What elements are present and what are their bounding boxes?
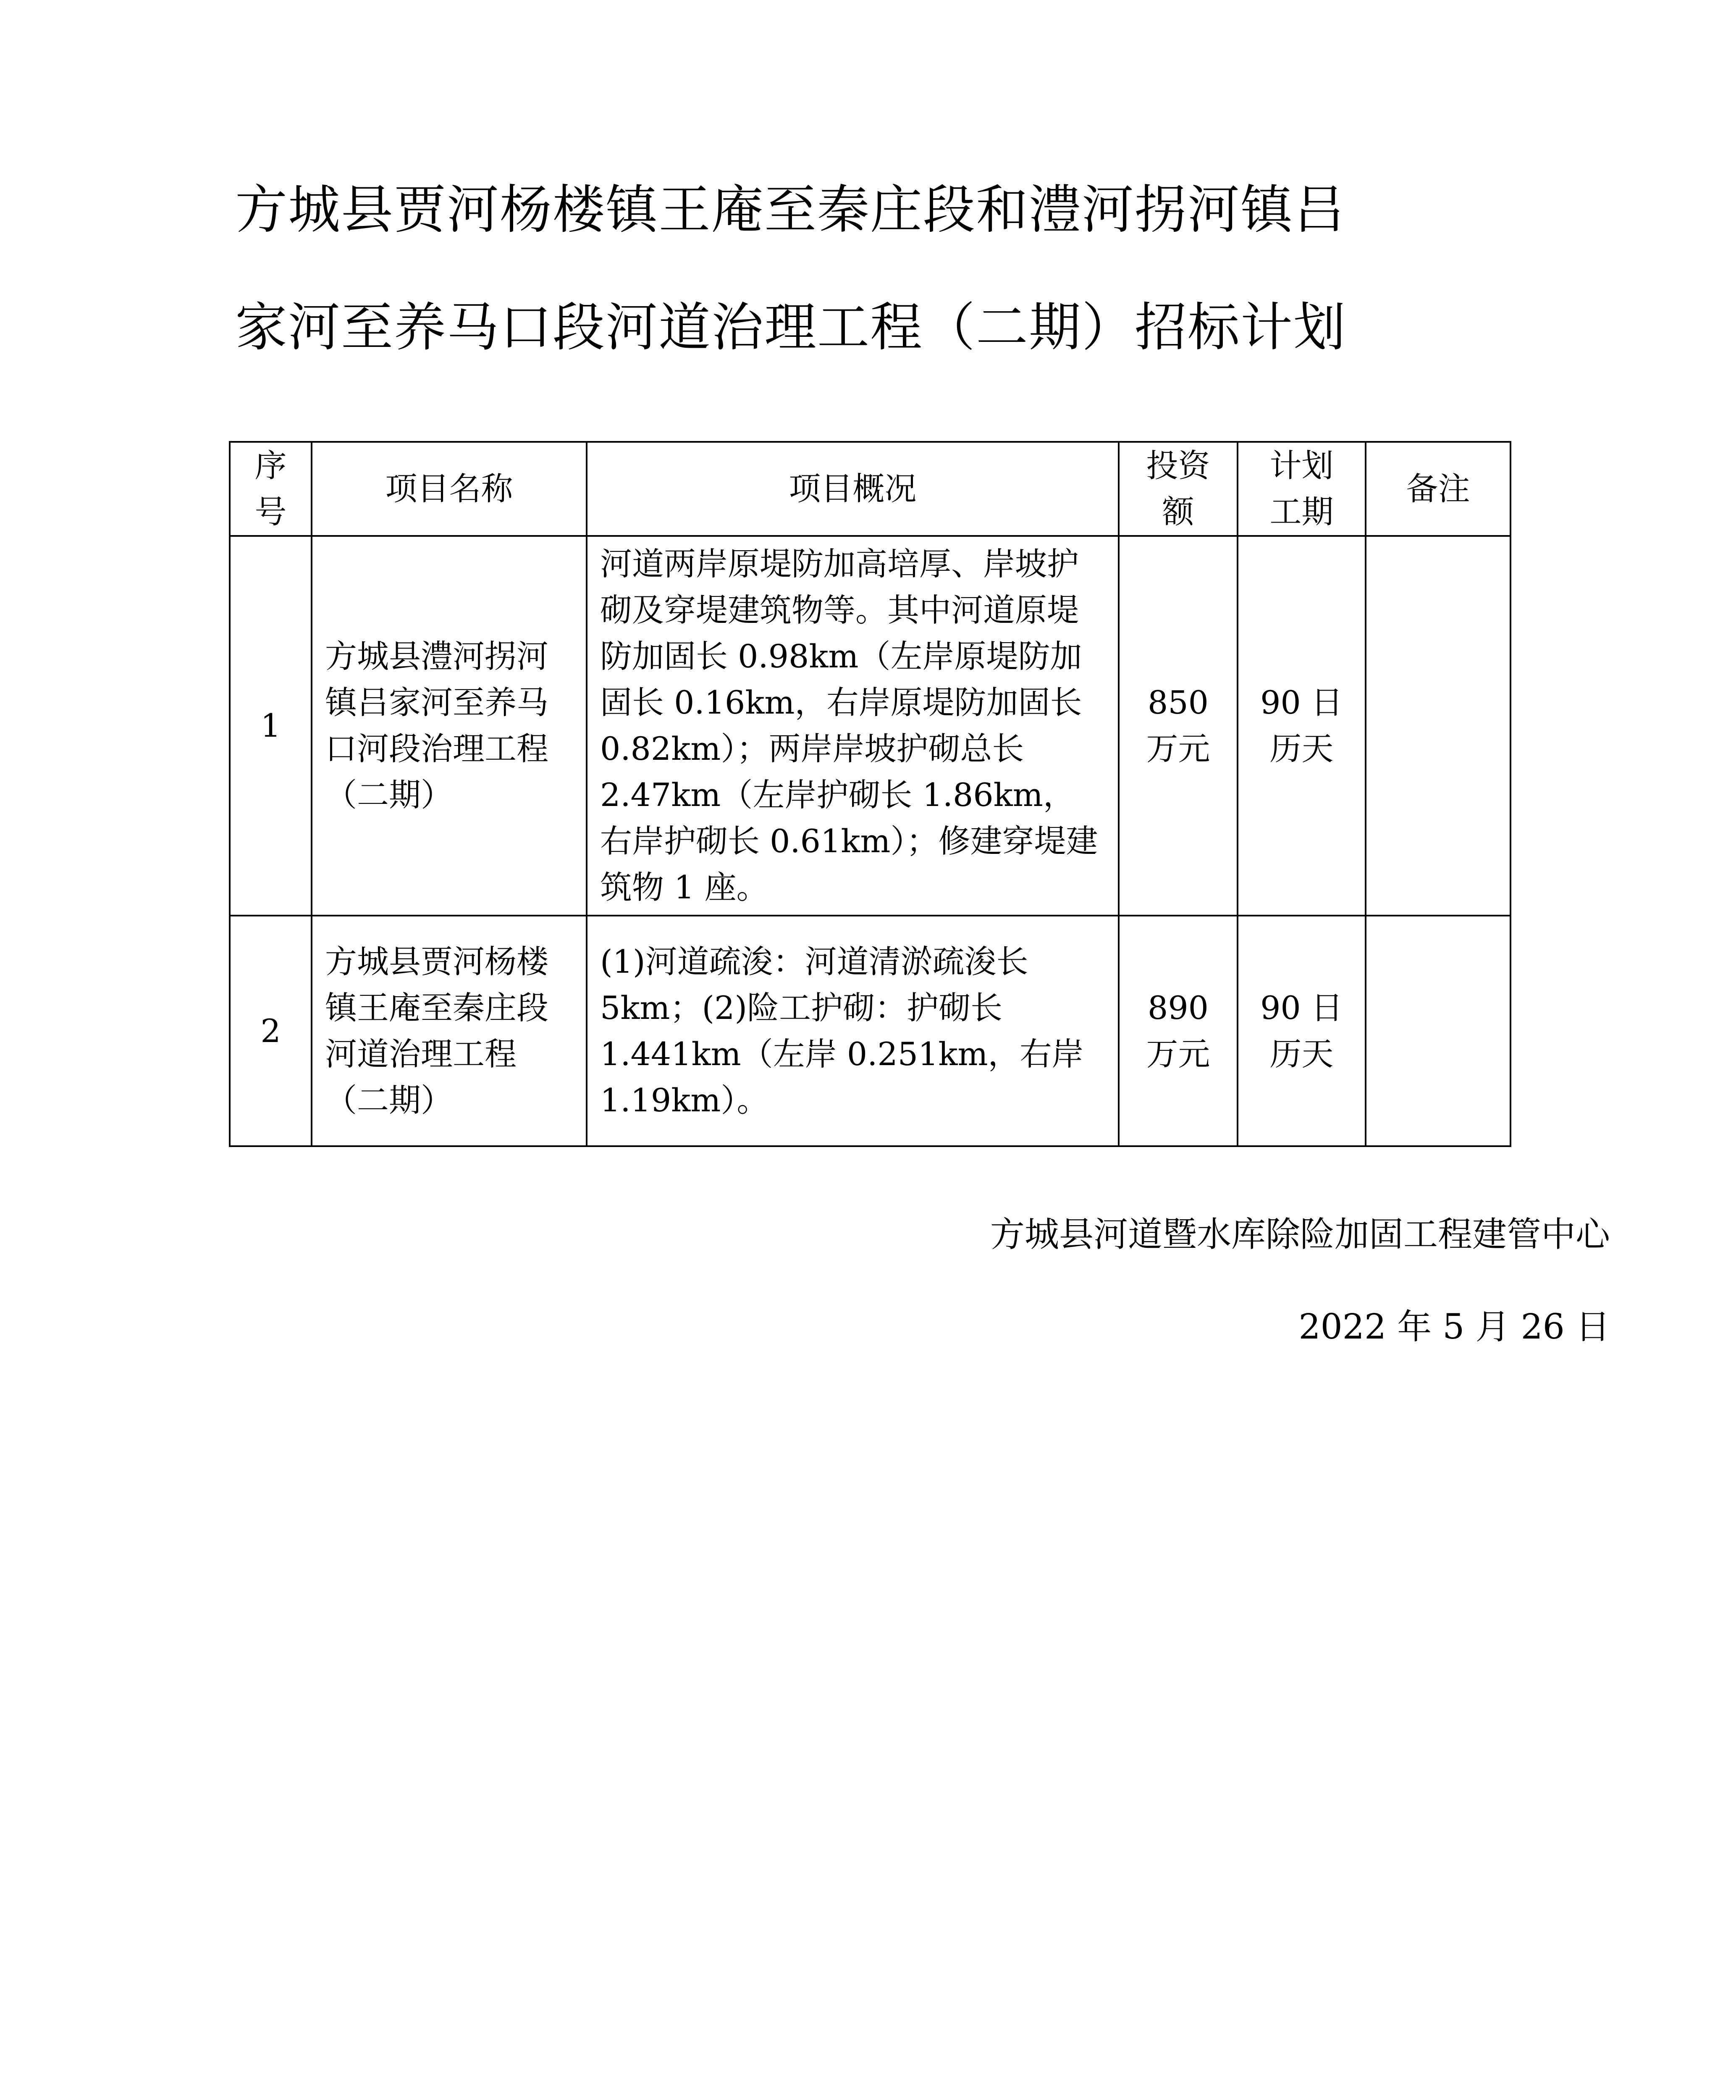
cell-note <box>1366 916 1510 1146</box>
table-row <box>230 916 1510 1146</box>
header-desc: 项目概况 <box>587 442 1119 536</box>
table-header-row <box>230 442 1510 536</box>
header-name: 项目名称 <box>312 442 587 536</box>
cell-name: 方城县澧河拐河镇吕家河至养马口河段治理工程（二期） <box>312 536 587 916</box>
cell-no: 1 <box>230 536 312 916</box>
page-title <box>235 151 1537 386</box>
page-title-line-1: 方城县贾河杨楼镇王庵至秦庄段和澧河拐河镇吕 <box>235 180 1347 240</box>
cell-duration: 90 日 历天 <box>1238 536 1366 916</box>
footer-date: 2022 年 5 月 26 日 <box>1298 1307 1610 1347</box>
cell-no: 2 <box>230 916 312 1146</box>
cell-duration: 90 日 历天 <box>1238 916 1366 1146</box>
footer-organization: 方城县河道暨水库除险加固工程建管中心 <box>990 1215 1610 1255</box>
header-note: 备注 <box>1366 442 1510 536</box>
header-no: 序 号 <box>230 442 312 536</box>
cell-investment: 890 万元 <box>1119 916 1238 1146</box>
header-investment: 投资 额 <box>1119 442 1238 536</box>
header-duration: 计划 工期 <box>1238 442 1366 536</box>
cell-desc: 河道两岸原堤防加高培厚、岸坡护砌及穿堤建筑物等。其中河道原堤防加固长 0.98km（左岸原堤防加固长 0.16km，右岸原堤防加固长 0.82km）；两岸岸坡护砌总长 2.47km（左岸护砌长 1.86km，右岸护砌长 0.61km）；修建穿堤建筑物 1 座。 <box>587 536 1119 916</box>
cell-name: 方城县贾河杨楼镇王庵至秦庄段河道治理工程（二期） <box>312 916 587 1146</box>
page-title-line-2: 家河至养马口段河道治理工程（二期）招标计划 <box>235 297 1347 358</box>
cell-note <box>1366 536 1510 916</box>
cell-desc: (1)河道疏浚：河道清淤疏浚长 5km；(2)险工护砌：护砌长 1.441km（左岸 0.251km，右岸 1.19km）。 <box>587 916 1119 1146</box>
bidding-plan-table <box>229 441 1511 1147</box>
table-row <box>230 536 1510 916</box>
cell-investment: 850 万元 <box>1119 536 1238 916</box>
